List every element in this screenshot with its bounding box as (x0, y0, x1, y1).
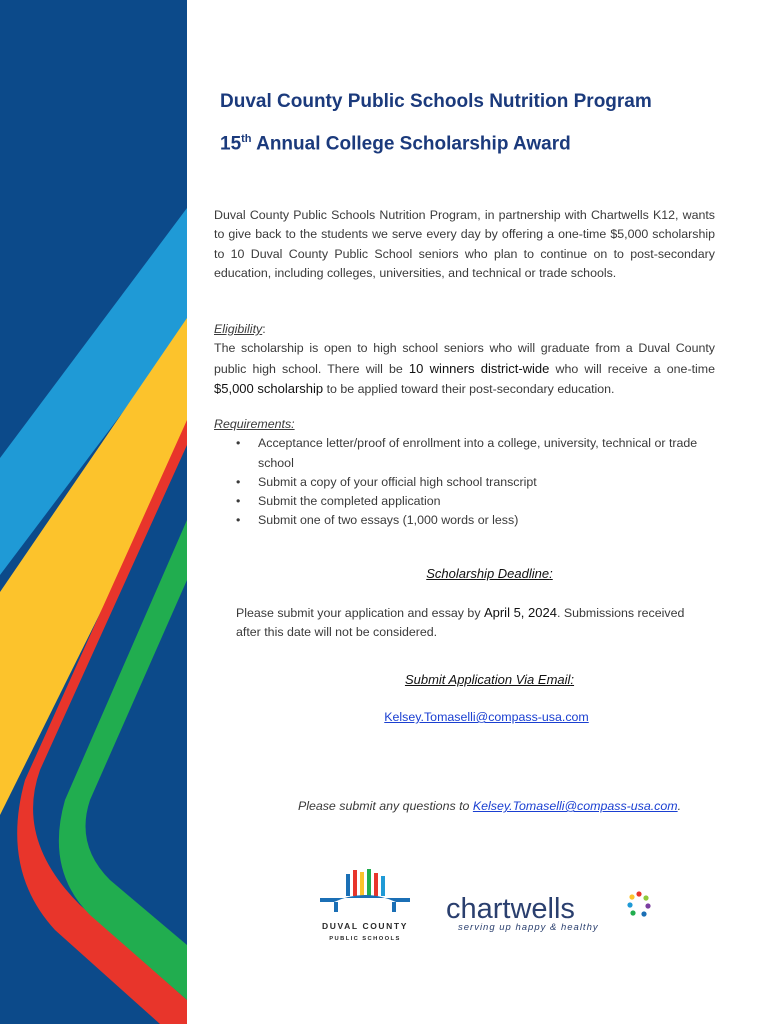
requirement-text: Submit one of two essays (1,000 words or less) (258, 513, 519, 528)
submit-email-container (214, 710, 759, 724)
logo-bar (381, 876, 385, 896)
questions-text: Please submit any questions to (297, 799, 473, 813)
logo-bar (360, 872, 364, 896)
submit-email-link[interactable]: Kelsey.Tomaselli@compass-usa.com (384, 710, 589, 724)
submit-email-heading (214, 672, 765, 687)
winners-highlight: 10 winners district-wide (408, 360, 550, 376)
deadline-text-a: Please submit your application and essay by (236, 606, 484, 620)
logo-pillar (392, 902, 396, 912)
logo-dot (636, 891, 641, 896)
deadline-heading-text: Scholarship Deadline (426, 566, 550, 581)
bullet-icon: • (236, 436, 241, 451)
deadline-paragraph (236, 603, 706, 643)
logo-bar (346, 874, 350, 896)
bullet-icon: • (236, 513, 241, 528)
subtitle-rest: Annual College Scholarship Award (251, 133, 571, 155)
logo-dot (643, 895, 648, 900)
submit-heading-colon: : (570, 672, 575, 687)
intro-section (214, 206, 715, 283)
eligibility-heading (214, 320, 715, 339)
page-title: Duval County Public Schools Nutrition Program (220, 91, 652, 112)
scholarship-amount-highlight: $5,000 scholarship (214, 380, 324, 396)
duval-logo-line2: PUBLIC SCHOOLS (329, 936, 401, 942)
logo-bridge (320, 895, 410, 902)
submit-heading-text: Submit Application Via Email (404, 672, 571, 687)
eligibility-text-b: who will receive a one-time (549, 361, 715, 376)
list-item (214, 492, 715, 511)
deadline-heading (214, 566, 765, 581)
decorative-stripe-sidebar (0, 0, 187, 1024)
logo-bar (374, 873, 378, 896)
requirement-text: Submit a copy of your official high school transcript (258, 474, 537, 489)
eligibility-label: Eligibility (214, 322, 263, 336)
eligibility-text-c: to be applied toward their post-secondary education. (323, 381, 615, 396)
subtitle-ordinal-suffix: th (241, 133, 252, 145)
chartwells-wordmark: chartwells (446, 893, 575, 925)
subtitle-number: 15 (220, 133, 242, 155)
logo-dot (645, 903, 650, 908)
chartwells-logo (444, 884, 664, 940)
questions-end: . (677, 799, 682, 813)
eligibility-paragraph (214, 339, 715, 399)
duval-county-logo (300, 866, 430, 946)
eligibility-text-a: The scholarship is open to high school seniors who will graduate from a Duval County public high school. There will be (214, 341, 715, 376)
bullet-icon: • (236, 494, 241, 509)
requirement-text: Submit the completed application (258, 494, 441, 509)
logo-dot (630, 910, 635, 915)
eligibility-label-colon: : (262, 322, 266, 336)
deadline-date: April 5, 2024 (483, 605, 557, 620)
logo-dot (629, 894, 634, 899)
deadline-text-b: . Submissions received after this date will not be considered. (236, 606, 685, 640)
logo-dot (627, 902, 632, 907)
duval-logo-line1: DUVAL COUNTY (322, 921, 408, 931)
logo-bar (353, 870, 357, 896)
requirement-text: Acceptance letter/proof of enrollment into a college, university, technical or trade school (258, 436, 698, 470)
list-item (214, 434, 715, 473)
eligibility-section (214, 320, 715, 399)
requirements-list (214, 434, 715, 530)
questions-line (214, 799, 765, 813)
deadline-heading-colon: : (549, 566, 553, 581)
logo-dot (641, 911, 646, 916)
bullet-icon: • (236, 474, 241, 489)
requirements-section (214, 415, 715, 531)
questions-email-link[interactable]: Kelsey.Tomaselli@compass-usa.com (472, 799, 678, 813)
intro-paragraph: Duval County Public Schools Nutrition Program, in partnership with Chartwells K12, wants to give back to the students we serve every day by offering a one-time $5,000 scholarship to 10 Duval County Public School seniors who plan to continue on to post-secondary education, including colleges, universities, and technical or trade schools. (214, 208, 715, 280)
page-subtitle (220, 133, 571, 155)
chartwells-tagline: serving up happy & healthy (458, 922, 599, 933)
logo-bar (367, 869, 371, 896)
requirements-label: Requirements: (214, 417, 295, 431)
list-item (214, 473, 715, 492)
logo-pillar (334, 902, 338, 912)
list-item (214, 511, 715, 530)
